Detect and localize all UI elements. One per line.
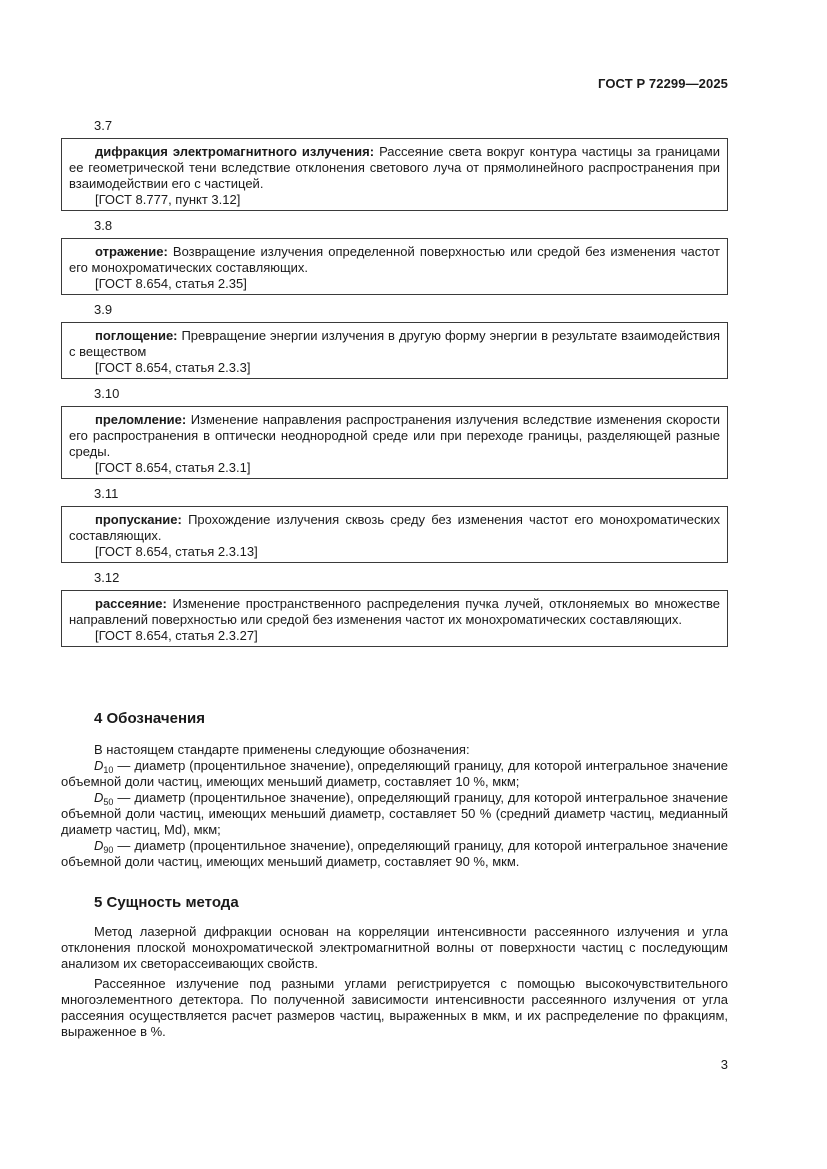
term-number: 3.10 <box>94 386 120 401</box>
section-title-method: 5 Сущность метода <box>94 894 239 911</box>
term-definition: Рассеяние света вокруг контура частицы за границами ее геометрической тени вследствие отклонения светового луча от прямолинейного распространения при взаимодействии его с частицей. <box>69 144 720 191</box>
term-name: дифракция электромагнитного излучения: <box>95 144 375 159</box>
symbol-entry <box>61 758 728 790</box>
term-name: отражение: <box>95 244 168 259</box>
symbol-letter: D <box>94 838 104 853</box>
method-paragraph: Метод лазерной дифракции основан на корреляции интенсивности рассеянного излучения и угла отклонения плоской монохроматической электромагнитной волны от поверхности частиц с последующим анализом их светорассеивающих свойств. <box>61 924 728 971</box>
section-title-designations: 4 Обозначения <box>94 710 205 727</box>
symbol-description: — диаметр (процентильное значение), определяющий границу, для которой интегральное значение объемной доли частиц, имеющих меньший диаметр, составляет 90 %, мкм. <box>61 838 728 869</box>
term-entry <box>61 238 728 295</box>
symbol-subscript: 50 <box>103 797 114 807</box>
symbol-subscript: 90 <box>103 845 114 855</box>
method-paragraph: Рассеянное излучение под разными углами регистрируется с помощью высокочувствительного многоэлементного детектора. По полученной зависимости интенсивности рассеянного излучения от угла рассеяния осуществляется расчет размеров частиц, выраженных в мкм, и их распределение по фракциям, выраженное в %. <box>61 976 728 1039</box>
designations-body <box>61 742 728 870</box>
symbol-subscript: 10 <box>103 765 114 775</box>
term-number: 3.11 <box>94 486 119 501</box>
symbol-letter: D <box>94 758 104 773</box>
term-number: 3.12 <box>94 570 120 585</box>
term-source: [ГОСТ 8.654, статья 2.3.27] <box>95 628 258 643</box>
term-definition: Изменение направления распространения излучения вследствие изменения скорости его распространения в оптически неоднородной среде или при переходе границы, разделяющей разные среды. <box>69 412 720 459</box>
method-body <box>61 924 728 1040</box>
symbol-entry <box>61 790 728 838</box>
term-definition: Превращение энергии излучения в другую форму энергии в результате взаимодействия с веществом <box>69 328 720 359</box>
standard-header: ГОСТ Р 72299—2025 <box>598 76 728 91</box>
term-entry <box>61 506 728 563</box>
symbol-letter: D <box>94 790 104 805</box>
symbol-description: — диаметр (процентильное значение), определяющий границу, для которой интегральное значение объемной доли частиц, имеющих меньший диаметр, составляет 50 % (средний диаметр частиц, медианный диаметр частиц, Md), мкм; <box>61 790 728 837</box>
term-number: 3.8 <box>94 218 113 233</box>
term-number: 3.7 <box>94 118 113 133</box>
term-number: 3.9 <box>94 302 113 317</box>
term-name: преломление: <box>95 412 187 427</box>
term-entry <box>61 590 728 647</box>
term-definition: Возвращение излучения определенной поверхностью или средой без изменения частот его монохроматических составляющих. <box>69 244 720 275</box>
term-entry <box>61 406 728 479</box>
term-source: [ГОСТ 8.654, статья 2.3.1] <box>95 460 251 475</box>
term-source: [ГОСТ 8.654, статья 2.35] <box>95 276 247 291</box>
term-entry <box>61 138 728 211</box>
symbol-description: — диаметр (процентильное значение), определяющий границу, для которой интегральное значение объемной доли частиц, имеющих меньший диаметр, составляет 10 %, мкм; <box>61 758 728 789</box>
term-definition: Прохождение излучения сквозь среду без изменения частот его монохроматических составляющих. <box>69 512 720 543</box>
terms-list <box>61 118 728 654</box>
page-number: 3 <box>720 1057 728 1072</box>
symbol-entry <box>61 838 728 870</box>
term-name: рассеяние: <box>95 596 167 611</box>
term-source: [ГОСТ 8.654, статья 2.3.3] <box>95 360 251 375</box>
term-name: пропускание: <box>95 512 182 527</box>
term-source: [ГОСТ 8.654, статья 2.3.13] <box>95 544 258 559</box>
term-source: [ГОСТ 8.777, пункт 3.12] <box>95 192 241 207</box>
term-name: поглощение: <box>95 328 178 343</box>
term-definition: Изменение пространственного распределения пучка лучей, отклоняемых во множестве направлений поверхностью или средой без изменения частот их монохроматических составляющих. <box>69 596 720 627</box>
designations-intro: В настоящем стандарте применены следующие обозначения: <box>94 742 470 757</box>
term-entry <box>61 322 728 379</box>
